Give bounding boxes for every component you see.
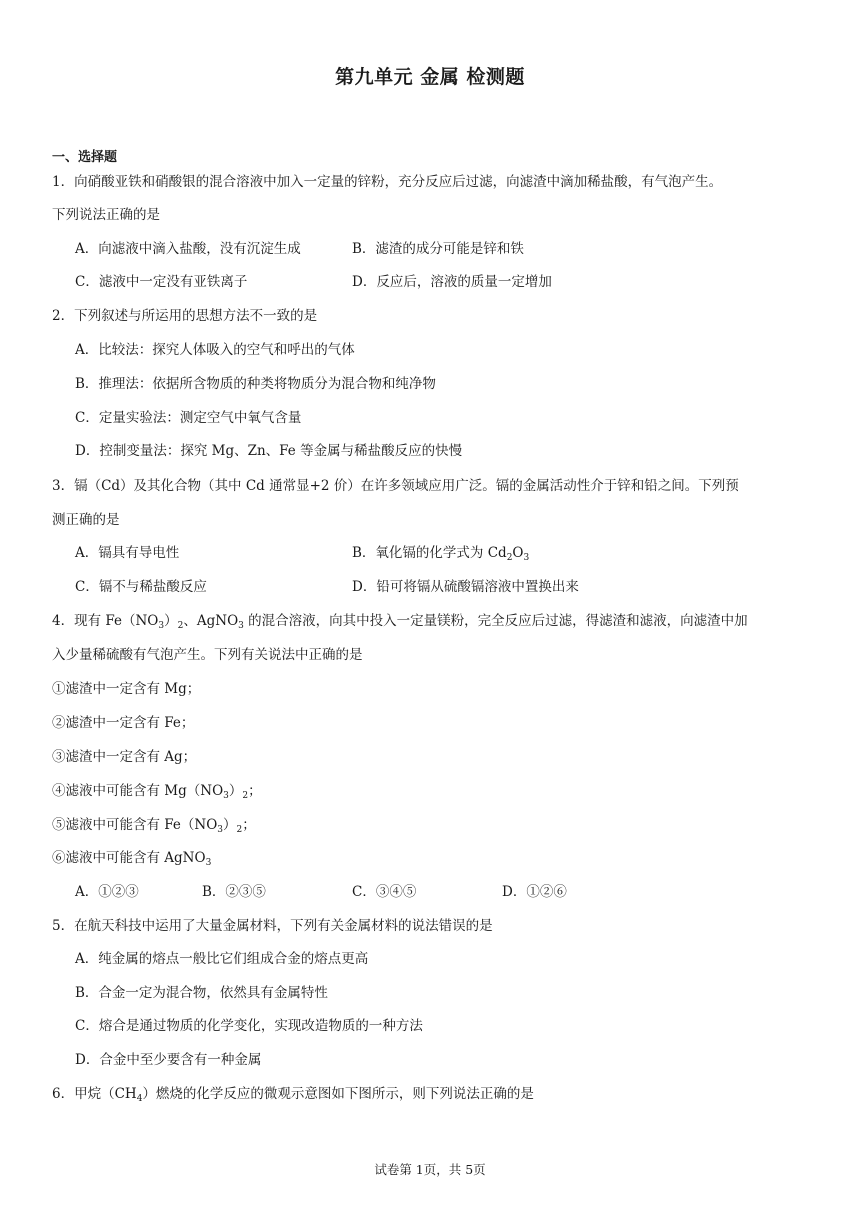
question-1-option-b: B．滤渣的成分可能是锌和铁 [352, 241, 524, 257]
question-3-stem-line-1: 3．镉（Cd）及其化合物（其中 Cd 通常显+2 价）在许多领域应用广泛。镉的金属活动性介于锌和铅之间。下列预 [52, 478, 739, 494]
question-2-option-c: C．定量实验法：测定空气中氧气含量 [75, 410, 302, 426]
question-5-option-c: C．熔合是通过物质的化学变化，实现改造物质的一种方法 [75, 1018, 423, 1034]
question-3-option-b: B．氧化镉的化学式为 $Cd_2O_3$ [352, 545, 530, 563]
question-4-option-a: A．①②③ [75, 884, 139, 900]
question-4-option-b: B．②③⑤ [202, 884, 266, 900]
page-title: 第九单元 金属 检测题 [335, 66, 525, 88]
question-5-option-b: B．合金一定为混合物，依然具有金属特性 [75, 985, 328, 1001]
question-3-option-a: A．镉具有导电性 [75, 545, 180, 561]
question-4-stem-line-2: 入少量稀硫酸有气泡产生。下列有关说法中正确的是 [52, 647, 363, 663]
question-4-option-c: C．③④⑤ [352, 884, 417, 900]
section-heading: 一、选择题 [52, 150, 118, 165]
question-5-stem: 5．在航天科技中运用了大量金属材料，下列有关金属材料的说法错误的是 [52, 918, 493, 934]
question-4-statement-2: ②滤渣中一定含有 Fe； [52, 715, 195, 731]
page-footer: 试卷第 1页，共 5页 [374, 1162, 486, 1177]
question-1-option-c: C．滤液中一定没有亚铁离子 [75, 274, 248, 290]
question-3-option-c: C．镉不与稀盐酸反应 [75, 579, 207, 595]
question-4-option-d: D．①②⑥ [502, 884, 567, 900]
question-2-option-a: A．比较法：探究人体吸入的空气和呼出的气体 [75, 342, 355, 358]
question-6-stem: 6．甲烷$(CH_4)$燃烧的化学反应的微观示意图如下图所示，则下列说法正确的是 [52, 1086, 534, 1104]
question-3-stem-line-2: 测正确的是 [52, 512, 120, 528]
question-3-option-d: D．铅可将镉从硫酸镉溶液中置换出来 [352, 579, 579, 595]
question-1-stem-line-2: 下列说法正确的是 [52, 207, 160, 223]
question-1-option-a: A．向滤液中滴入盐酸，没有沉淀生成 [75, 241, 301, 257]
question-2-option-d: D．控制变量法：探究 Mg、Zn、Fe 等金属与稀盐酸反应的快慢 [75, 443, 463, 459]
question-4-statement-6: ⑥滤液中可能含有 AgNO$_3$ [52, 850, 212, 868]
question-5-option-a: A．纯金属的熔点一般比它们组成合金的熔点更高 [75, 951, 369, 967]
question-4-statement-1: ①滤渣中一定含有 Mg； [52, 681, 201, 697]
question-1-option-d: D．反应后，溶液的质量一定增加 [352, 274, 552, 290]
question-5-option-d: D．合金中至少要含有一种金属 [75, 1052, 262, 1068]
question-2-option-b: B．推理法：依据所含物质的种类将物质分为混合物和纯净物 [75, 376, 436, 392]
question-4-statement-5: ⑤滤液中可能含有 $Fe(NO_3)_2$； [52, 817, 256, 835]
question-2-stem: 2．下列叙述与所运用的思想方法不一致的是 [52, 308, 318, 324]
question-4-statement-4: ④滤液中可能含有 $Mg(NO_3)_2$； [52, 783, 262, 801]
question-4-statement-3: ③滤渣中一定含有 Ag； [52, 749, 197, 765]
question-1-stem-line-1: 1．向硝酸亚铁和硝酸银的混合溶液中加入一定量的锌粉，充分反应后过滤，向滤渣中滴加稀盐酸，有气泡产生。 [52, 174, 723, 190]
question-4-stem-line-1: 4．现有 $Fe(NO_3)_2$、AgNO$_3$ 的混合溶液，向其中投入一定量镁粉，完全反应后过滤，得滤渣和滤液，向滤渣中加 [52, 613, 748, 631]
